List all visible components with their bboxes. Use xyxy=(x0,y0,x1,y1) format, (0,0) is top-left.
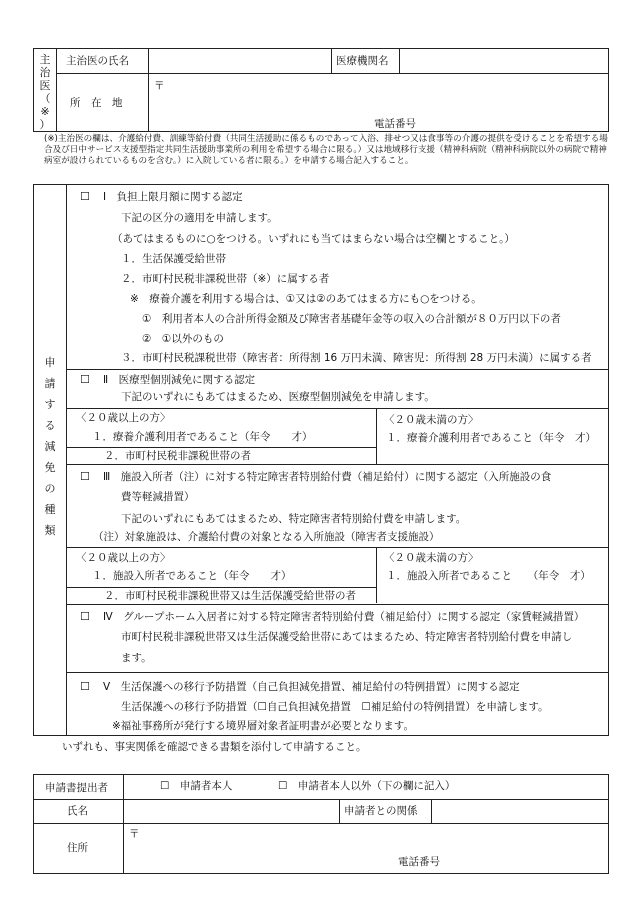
applicant-postal-mark: 〒 xyxy=(129,828,140,840)
doctor-institution-label: 医療機関名 xyxy=(336,55,389,67)
reduction-divider-side xyxy=(66,184,67,736)
section3-right1: １．施設入所者であること （年令 才） xyxy=(386,570,591,582)
doctor-divider-side xyxy=(56,48,57,132)
section-divider-4 xyxy=(66,672,609,673)
section3-split-top xyxy=(66,547,609,548)
section2-left1: １．療養介護利用者であること（年令 才） xyxy=(92,431,313,443)
section-divider-2 xyxy=(66,464,609,465)
applicant-name-label: 氏名 xyxy=(67,805,88,817)
applicant-divider-row1 xyxy=(33,799,609,800)
section3-left2: ２．市町村民税非課税世帯又は生活保護受給世帯の者 xyxy=(104,590,356,602)
applicant-address-label: 住所 xyxy=(67,842,88,854)
section2-split-top xyxy=(66,408,609,409)
doctor-name-field[interactable] xyxy=(150,50,329,71)
section1-sub1: ① 利用者本人の合計所得金額及び障害者基礎年金等の収入の合計額が８０万円以下の者 xyxy=(142,313,561,325)
section2-title: Ⅱ 医療型個別減免に関する認定 xyxy=(103,374,256,386)
submitter-option-self[interactable]: ☐ 申請者本人 xyxy=(160,780,233,792)
section-divider-1 xyxy=(66,369,609,370)
section4-title: Ⅳ グループホーム入居者に対する特定障害者特別給付費（補足給付）に関する認定（家賃軽減措置） xyxy=(103,611,585,623)
section1-note-head: ※ 療養介護を利用する場合は、①又は②のあてはまる方にも○をつける。 xyxy=(130,293,482,305)
section2-right1: １．療養介護利用者であること（年令 才） xyxy=(386,432,596,444)
section2-right-head: 〈２０歳未満の方〉 xyxy=(384,414,479,426)
doctor-divider-row xyxy=(56,73,609,74)
footer-note: いずれも、事実関係を確認できる書類を添付して申請すること。 xyxy=(62,741,367,753)
section2-line1: 下記のいずれにもあてはまるため、医療型個別減免を申請します。 xyxy=(121,391,435,403)
section5-line2: ※福祉事務所が発行する境界層対象者証明書が必要となります。 xyxy=(112,720,414,732)
section5-title: Ⅴ 生活保護への移行予防措置（自己負担減免措置、補足給付の特例措置）に関する認定 xyxy=(103,681,520,693)
section3-checkbox[interactable]: ☐ xyxy=(80,470,90,483)
section-divider-3 xyxy=(66,604,609,605)
section1-checkbox[interactable]: ☐ xyxy=(80,190,90,203)
section3-right-head: 〈２０歳未満の方〉 xyxy=(384,552,479,564)
section2-left-row xyxy=(66,447,376,448)
section1-line1: 下記の区分の適用を申請します。 xyxy=(121,212,278,224)
applicant-relation-label: 申請者との関係 xyxy=(344,805,418,817)
doctor-divider-label xyxy=(148,48,149,132)
section3-line2: （注）対象施設は、介護給付費の対象となる入所施設（障害者支援施設） xyxy=(93,531,440,543)
applicant-divider-relation-right xyxy=(431,799,432,823)
postal-mark: 〒 xyxy=(154,80,165,92)
applicant-address-field[interactable] xyxy=(125,825,607,872)
doctor-divider-inst-right xyxy=(399,48,400,73)
doctor-note: (※)主治医の欄は、介護給付費、訓練等給付費（共同生活援助に係るものであって入浴、排せつ又は食事等の介護の提供を受けることを希望する場合及び日中サービス支援型指定共同生活援助事業所の利用を希望する場合に限る。）又は地域移行支援（精神科病院（精神科病院以外の病院で精神病室が設けられているものを含む。）に入院している者に限る。）を申請する場合記入すること。 xyxy=(44,134,608,166)
section4-line1: 市町村民税非課税世帯又は生活保護受給世帯にあてはまるため、特定障害者特別給付費を申請し xyxy=(121,631,573,643)
section2-left-head: 〈２０歳以上の方〉 xyxy=(76,412,171,424)
section5-line1: 生活保護への移行予防措置（☐自己負担減免措置 ☐補足給付の特例措置）を申請します。 xyxy=(121,701,549,713)
section1-line2: （あてはまるものに○をつける。いずれにも当てはまらない場合は空欄とすること。） xyxy=(112,233,515,245)
section3-title2: 費等軽減措置） xyxy=(121,491,195,503)
section4-line2: ます。 xyxy=(121,652,152,664)
doctor-side-label: 主 治 医 （ ※ ） xyxy=(39,53,51,131)
doctor-name-label: 主治医の氏名 xyxy=(66,55,129,67)
section3-left-row xyxy=(66,587,376,588)
reduction-side-label: 申 請 す る 減 免 の 種 類 xyxy=(44,356,56,537)
section2-checkbox[interactable]: ☐ xyxy=(80,373,90,386)
applicant-relation-field[interactable] xyxy=(433,801,607,821)
section4-checkbox[interactable]: ☐ xyxy=(80,610,90,623)
applicant-divider-row2 xyxy=(33,823,609,824)
section2-left2: ２．市町村民税非課税世帯の者 xyxy=(104,450,251,462)
section1-item1: １．生活保護受給世帯 xyxy=(121,253,226,265)
doctor-phone-label: 電話番号 xyxy=(374,118,416,130)
section1-item2: ２．市町村民税非課税世帯（※）に属する者 xyxy=(121,273,330,285)
doctor-divider-inst-left xyxy=(331,48,332,73)
applicant-phone-label: 電話番号 xyxy=(398,856,440,868)
doctor-institution-field[interactable] xyxy=(401,50,607,71)
section5-checkbox[interactable]: ☐ xyxy=(80,680,90,693)
section3-split-mid xyxy=(376,547,377,603)
applicant-divider-label xyxy=(123,774,124,874)
submitter-label: 申請書提出者 xyxy=(45,782,108,794)
section3-left1: １．施設入所者であること（年令 才） xyxy=(92,570,292,582)
applicant-name-field[interactable] xyxy=(125,801,337,821)
section1-sub2: ② ①以外のもの xyxy=(142,333,224,345)
applicant-divider-relation-left xyxy=(339,799,340,823)
section3-line1: 下記のいずれにもあてはまるため、特定障害者特別給付費を申請します。 xyxy=(121,513,467,525)
section2-split-mid xyxy=(376,408,377,464)
section3-title: Ⅲ 施設入所者（注）に対する特定障害者特別給付費（補足給付）に関する認定（入所施設の食 xyxy=(103,471,552,483)
submitter-option-other[interactable]: ☐ 申請者本人以外（下の欄に記入） xyxy=(278,780,456,792)
section1-title: Ⅰ 負担上限月額に関する認定 xyxy=(103,191,243,203)
doctor-address-label: 所 在 地 xyxy=(70,97,123,109)
section1-item3: ３．市町村民税課税世帯（障害者：所得割 16 万円未満、障害児：所得割 28 万円未満）に属する者 xyxy=(121,352,592,364)
section3-left-head: 〈２０歳以上の方〉 xyxy=(76,552,171,564)
